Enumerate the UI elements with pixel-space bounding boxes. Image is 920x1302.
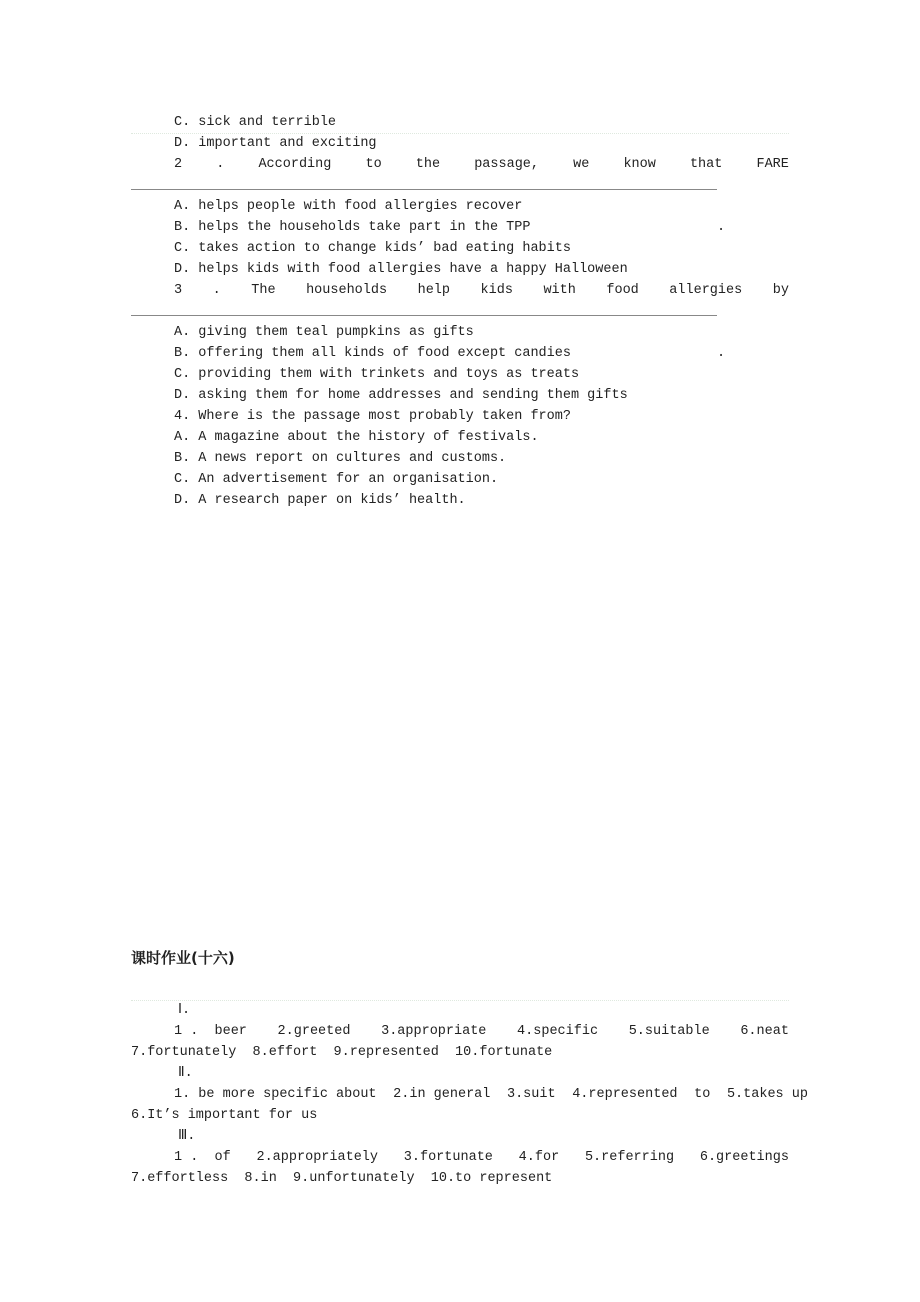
word: help [417, 283, 451, 298]
option-a: A. A magazine about the history of festivals. [174, 430, 539, 445]
word: . [216, 157, 225, 172]
option-b: B. helps the households take part in the TPP [174, 220, 531, 235]
word: passage, [474, 157, 540, 172]
word: by [772, 283, 789, 298]
word: food [606, 283, 639, 298]
option-a: A. helps people with food allergies recover [174, 199, 523, 214]
word: 1. be more specific about [174, 1087, 377, 1102]
word: 2 [174, 157, 183, 172]
section-3-label: Ⅲ. [178, 1129, 196, 1144]
question-2-blank: . [0, 175, 760, 196]
option-a: A. giving them teal pumpkins as gifts [174, 325, 474, 340]
option-c: C. An advertisement for an organisation. [174, 472, 499, 487]
section-2-answers-cont: 6.It’s important for us [131, 1108, 318, 1123]
option-c: C. takes action to change kids’ bad eating habits [174, 241, 571, 256]
word: 5.referring [584, 1150, 675, 1165]
word: allergies [669, 283, 743, 298]
option-c: C. providing them with trinkets and toys as treats [174, 367, 580, 382]
question-2-stem [174, 154, 789, 175]
option-d: D. A research paper on kids’ health. [174, 493, 466, 508]
word: that [689, 157, 723, 172]
word: 1 . of [174, 1150, 231, 1165]
word: 2.greeted [277, 1024, 351, 1039]
word: 3.fortunate [403, 1150, 493, 1165]
section-3-answers-cont: 7.effortless 8.in 9.unfortunately 10.to represent [131, 1171, 553, 1186]
word: we [573, 157, 590, 172]
section-1-answers [174, 1021, 789, 1042]
section-1-answers-cont: 7.fortunately 8.effort 9.represented 10.fortunate [131, 1045, 553, 1060]
word: households [306, 283, 388, 298]
question-4-stem: 4. Where is the passage most probably taken from? [174, 409, 571, 424]
question-3-stem [174, 280, 789, 301]
section-3-answers [174, 1147, 789, 1168]
word: 6.greetings [699, 1150, 789, 1165]
word: 2.appropriately [256, 1150, 379, 1165]
section-1-label: Ⅰ. [178, 1003, 191, 1018]
word: kids [480, 283, 513, 298]
question-3-blank: . [0, 301, 760, 322]
word: 4.specific [517, 1024, 599, 1039]
answer-blank-line [131, 175, 717, 190]
word: with [543, 283, 576, 298]
section-2-answers [174, 1084, 808, 1105]
word: to [694, 1087, 711, 1102]
word: The [251, 283, 276, 298]
option-b: B. A news report on cultures and customs. [174, 451, 507, 466]
word: the [415, 157, 441, 172]
option-d: D. helps kids with food allergies have a happy Halloween [174, 262, 628, 277]
word: 4.represented [572, 1087, 678, 1102]
word: 3.appropriate [381, 1024, 487, 1039]
option-d: D. important and exciting [174, 136, 377, 151]
word: 6.neat [740, 1024, 789, 1039]
option-d: D. asking them for home addresses and sending them gifts [174, 388, 628, 403]
word: . [212, 283, 221, 298]
word: 5.suitable [628, 1024, 710, 1039]
section-2-label: Ⅱ. [178, 1066, 193, 1081]
word: to [365, 157, 382, 172]
word: 2.in general [393, 1087, 491, 1102]
option-c: C. sick and terrible [174, 115, 337, 130]
word: know [623, 157, 656, 172]
word: 1 . beer [174, 1024, 247, 1039]
word: 3.suit [506, 1087, 556, 1102]
option-b: B. offering them all kinds of food except candies [174, 346, 571, 361]
word: 4.for [518, 1150, 560, 1165]
word: According [258, 157, 332, 172]
word: FARE [756, 157, 789, 172]
word: 3 [174, 283, 183, 298]
answer-blank-line [131, 301, 717, 316]
word: 5.takes up [726, 1087, 808, 1102]
answers-title: 课时作业(十六) [131, 949, 235, 967]
